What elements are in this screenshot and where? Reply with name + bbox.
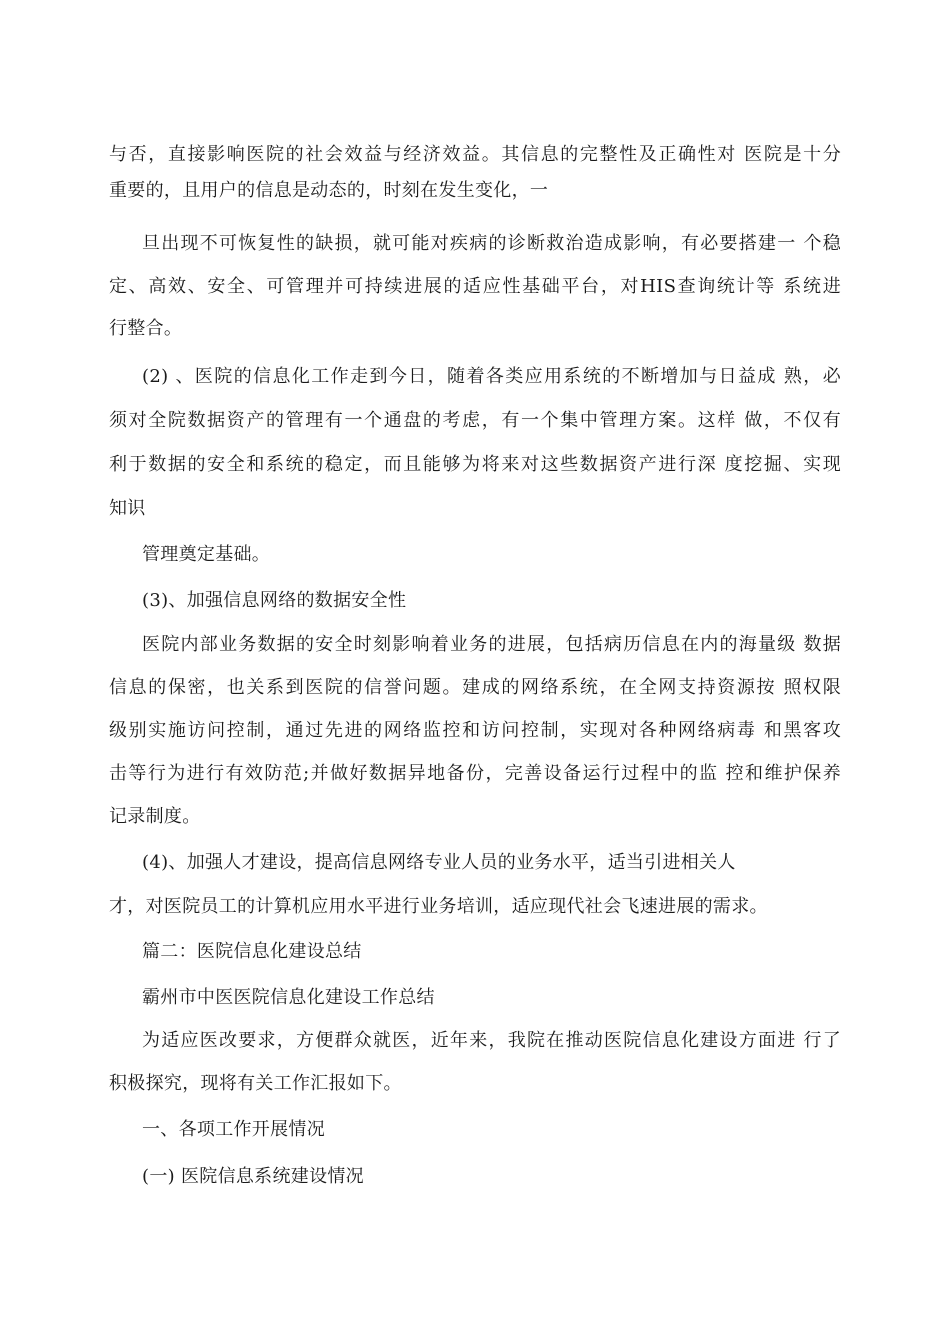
body-text-line: (2) 、医院的信息化工作走到今日，随着各类应用系统的不断增加与日益成 熟，必 [142, 366, 841, 387]
body-text-line: 信息的保密，也关系到医院的信誉问题。建成的网络系统，在全网支持资源按 照权限 [109, 677, 841, 698]
body-text-line: 击等行为进行有效防范;并做好数据异地备份，完善设备运行过程中的监 控和维护保养 [109, 763, 841, 784]
body-text-line: 管理奠定基础。 [142, 544, 271, 565]
body-text-line: 级别实施访问控制，通过先进的网络监控和访问控制，实现对各种网络病毒 和黑客攻 [109, 720, 841, 741]
section-heading: 一、各项工作开展情况 [142, 1119, 325, 1140]
body-text-line: 须对全院数据资产的管理有一个通盘的考虑，有一个集中管理方案。这样 做，不仅有 [109, 410, 841, 431]
body-text-line: 才，对医院员工的计算机应用水平进行业务培训，适应现代社会飞速进展的需求。 [109, 896, 768, 917]
body-text-line: 医院内部业务数据的安全时刻影响着业务的进展，包括病历信息在内的海量级 数据 [142, 634, 841, 655]
body-text-line: 旦出现不可恢复性的缺损，就可能对疾病的诊断救治造成影响，有必要搭建一 个稳 [142, 233, 841, 254]
body-text-line: 积极探究，现将有关工作汇报如下。 [109, 1073, 402, 1094]
body-text-line: 知识 [109, 498, 146, 519]
body-text-line: 重要的，且用户的信息是动态的，时刻在发生变化，一 [109, 180, 549, 201]
body-text-line: 与否，直接影响医院的社会效益与经济效益。其信息的完整性及正确性对 医院是十分 [109, 144, 841, 165]
body-text-line: 为适应医改要求，方便群众就医，近年来，我院在推动医院信息化建设方面进 行了 [142, 1030, 841, 1051]
body-text-line: 记录制度。 [109, 806, 201, 827]
body-text-line: 行整合。 [109, 318, 183, 339]
document-title: 霸州市中医医院信息化建设工作总结 [142, 987, 435, 1008]
section-heading: (一) 医院信息系统建设情况 [142, 1166, 364, 1187]
body-text-line: 利于数据的安全和系统的稳定，而且能够为将来对这些数据资产进行深 度挖掘、实现 [109, 454, 841, 475]
body-text-line: (4)、加强人才建设，提高信息网络专业人员的业务水平，适当引进相关人 [142, 852, 736, 873]
section-heading: (3)、加强信息网络的数据安全性 [142, 590, 407, 611]
section-heading: 篇二：医院信息化建设总结 [142, 941, 362, 962]
body-text-line: 定、高效、安全、可管理并可持续进展的适应性基础平台，对HIS查询统计等 系统进 [109, 276, 841, 297]
